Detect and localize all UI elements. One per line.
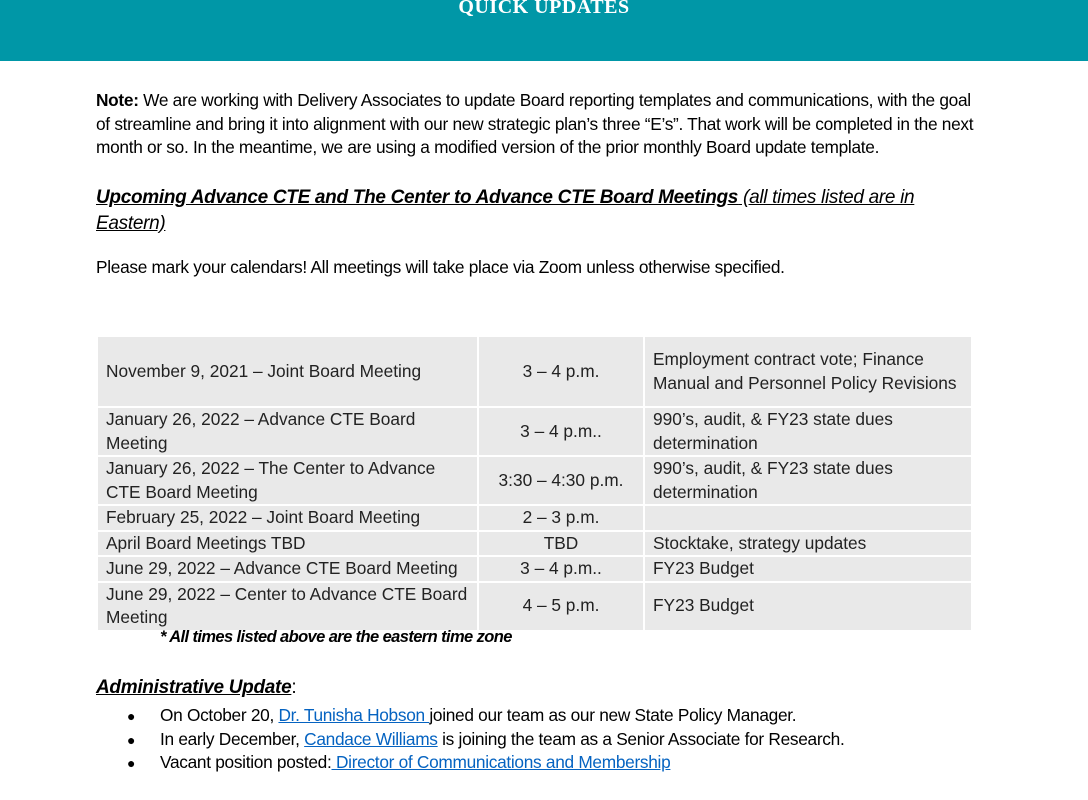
time-cell: 3 – 4 p.m.: [478, 336, 644, 407]
item-text-after: joined our team as our new State Policy Manager.: [429, 705, 797, 725]
time-cell: TBD: [478, 531, 644, 557]
item-text-after: is joining the team as a Senior Associate for Research.: [437, 728, 845, 749]
notes-cell: FY23 Budget: [644, 556, 972, 582]
table-row: [97, 556, 972, 582]
main-content: [96, 89, 976, 278]
meeting-cell: February 25, 2022 – Joint Board Meeting: [97, 505, 478, 531]
item-text-before: In early December,: [160, 728, 305, 749]
calendar-note: Please mark your calendars! All meetings will take place via Zoom unless otherwise specified.: [96, 256, 785, 277]
table-row: [97, 407, 972, 456]
time-cell: 4 – 5 p.m.: [478, 582, 644, 631]
admin-heading: [96, 677, 296, 699]
notes-cell: [644, 505, 972, 531]
meeting-cell: April Board Meetings TBD: [97, 531, 478, 557]
notes-cell: 990’s, audit, & FY23 state dues determination: [644, 456, 972, 505]
list-item: [127, 704, 844, 728]
notes-cell: FY23 Budget: [644, 582, 972, 631]
timezone-footnote: * All times listed above are the eastern time zone: [160, 628, 512, 646]
notes-cell: Employment contract vote; Finance Manual and Personnel Policy Revisions: [644, 336, 972, 407]
meeting-cell: November 9, 2021 – Joint Board Meeting: [97, 336, 478, 407]
table-row: [97, 505, 972, 531]
meeting-cell: June 29, 2022 – Center to Advance CTE Board Meeting: [97, 582, 478, 631]
time-cell: 3 – 4 p.m..: [478, 407, 644, 456]
table-row: [97, 456, 972, 505]
bullet-icon: ●: [127, 731, 136, 748]
meetings-table: [96, 335, 973, 632]
meeting-cell: January 26, 2022 – The Center to Advance CTE Board Meeting: [97, 456, 478, 505]
meeting-cell: June 29, 2022 – Advance CTE Board Meeting: [97, 556, 478, 582]
time-cell: 2 – 3 p.m.: [478, 505, 644, 531]
bullet-icon: ●: [127, 755, 136, 771]
item-text-before: Vacant position posted:: [160, 752, 332, 772]
admin-update-list: [127, 704, 844, 775]
meeting-cell: January 26, 2022 – Advance CTE Board Meeting: [97, 407, 478, 456]
notes-cell: 990’s, audit, & FY23 state dues determination: [644, 407, 972, 456]
staff-link-candace-williams[interactable]: Candace Williams: [304, 728, 438, 749]
note-paragraph: [96, 89, 976, 160]
table-row: [97, 336, 972, 407]
note-text: We are working with Delivery Associates to update Board reporting templates and communications, with the goal of streamline and bring it into alignment with our new strategic plan’s three “E’s”. That work will be completed in the next month or so. In the meantime, we are using a modified version of the prior monthly Board update template.: [96, 90, 974, 157]
note-label: Note:: [96, 90, 139, 110]
time-cell: 3:30 – 4:30 p.m.: [478, 456, 644, 505]
list-item: [127, 728, 844, 752]
item-text-before: On October 20,: [160, 705, 279, 725]
meetings-heading-note: (all times listed are in Eastern): [96, 186, 915, 234]
meetings-heading: [96, 185, 976, 237]
time-cell: 3 – 4 p.m..: [478, 556, 644, 582]
admin-heading-title: Administrative Update: [96, 677, 292, 698]
admin-heading-suffix: :: [291, 677, 297, 698]
table-row: [97, 531, 972, 557]
list-item: [127, 751, 844, 775]
header-banner: [0, 0, 1088, 61]
job-posting-link[interactable]: Director of Communications and Membership: [331, 752, 671, 772]
meetings-heading-title: Upcoming Advance CTE and The Center to Advance CTE Board Meetings: [96, 186, 739, 208]
bullet-icon: ●: [127, 708, 136, 724]
staff-link-tunisha-hobson[interactable]: Dr. Tunisha Hobson: [278, 705, 430, 725]
page-title: QUICK UPDATES: [458, 0, 630, 18]
table-row: [97, 582, 972, 631]
notes-cell: Stocktake, strategy updates: [644, 531, 972, 557]
